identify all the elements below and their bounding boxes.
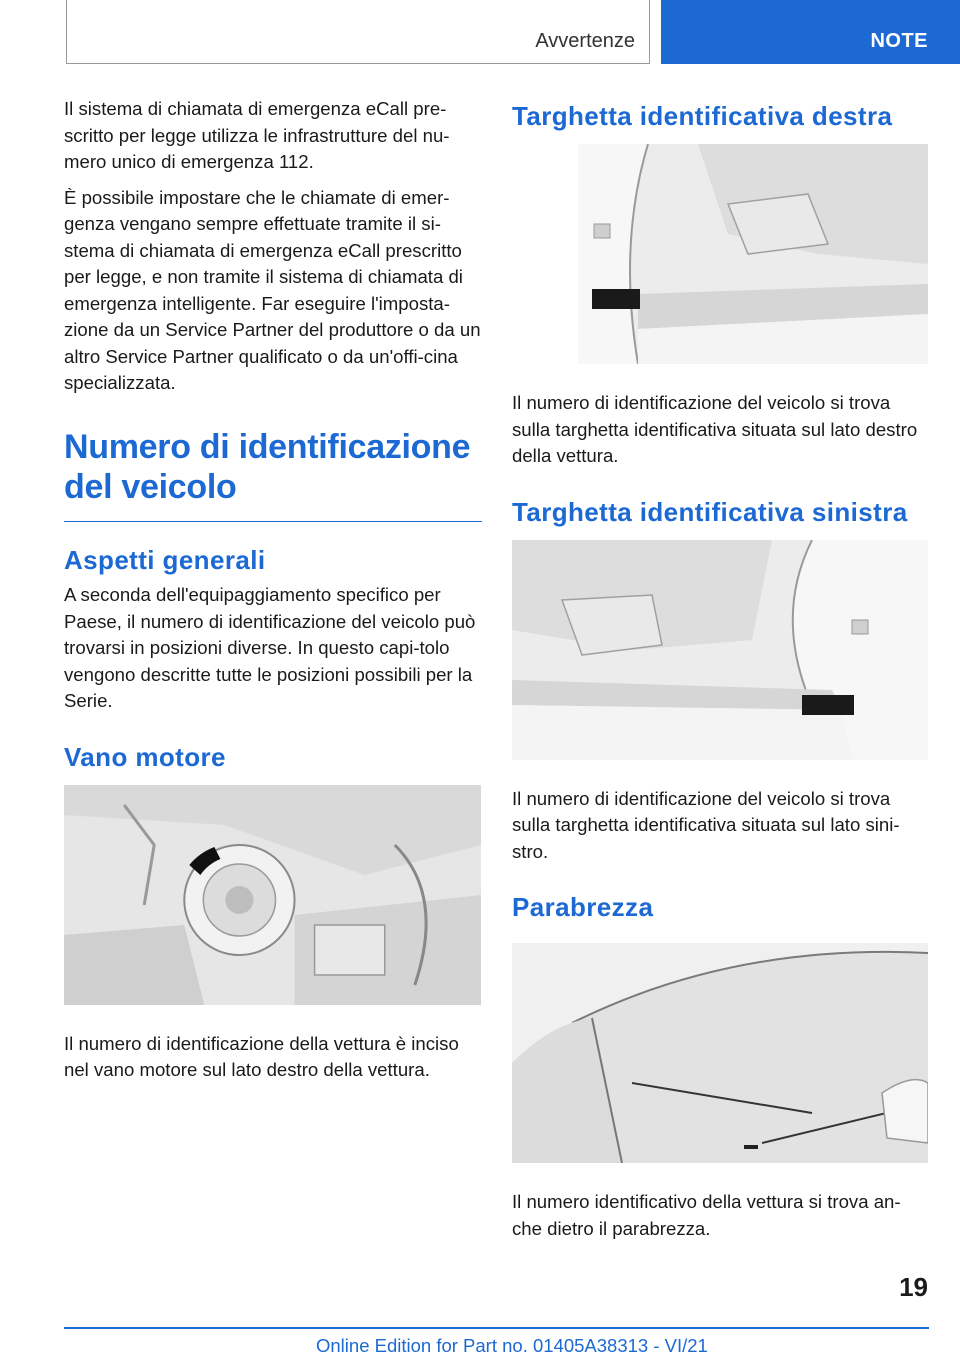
header-section-label: Avvertenze bbox=[535, 30, 635, 52]
left-column bbox=[64, 96, 481, 1093]
intro-paragraph-1: Il sistema di chiamata di emergenza eCall pre-scritto per legge utilizza le infrastrutture del nu-mero unico di emergenza 112. bbox=[64, 98, 450, 172]
plate-right-title: Targhetta identificativa destra bbox=[512, 101, 893, 131]
right-column bbox=[512, 100, 928, 1251]
page-number: 19 bbox=[899, 1272, 928, 1302]
plate-left-title: Targhetta identificativa sinistra bbox=[512, 496, 908, 527]
header-tab[interactable] bbox=[661, 0, 960, 64]
general-text: A seconda dell'equipaggiamento specifico per Paese, il numero di identificazione del veicolo può trovarsi in posizioni diverse. In questo capi-tolo vengono descritte tutte le posizioni possibili per la Serie. bbox=[64, 584, 476, 711]
windscreen-title: Parabrezza bbox=[512, 892, 654, 922]
plate-left-caption: Il numero di identificazione del veicolo si trova sulla targhetta identificativa situata sul lato sini-stro. bbox=[512, 787, 900, 862]
intro-paragraph-2: È possibile impostare che le chiamate di emer-genza vengano sempre effettuate tramite il si-stema di chiamata di emergenza eCall prescritto per legge, e non tramite il sistema di chiamata di emergenza intelligente. Far eseguire l'imposta-zione da un Service Partner del produttore o da un altro Service Partner qualificato o da un'offi-cina specializzata. bbox=[64, 186, 481, 393]
windscreen-image bbox=[512, 943, 928, 1163]
engine-bay-image bbox=[64, 785, 481, 1005]
plate-right-caption: Il numero di identificazione del veicolo si trova sulla targhetta identificativa situata sul lato destro della vettura. bbox=[512, 392, 918, 466]
engine-title: Vano motore bbox=[64, 741, 226, 772]
footer-edition: Online Edition for Part no. 01405A38313 - VI/21 bbox=[316, 1335, 708, 1356]
section-title-rule bbox=[64, 521, 482, 523]
section-title: Numero di identificazione del veicolo bbox=[64, 427, 471, 506]
footer-rule bbox=[64, 1327, 929, 1329]
header-tab-label: NOTE bbox=[870, 30, 928, 52]
engine-caption: Il numero di identificazione della vettura è inciso nel vano motore sul lato destro della vettura. bbox=[64, 1032, 459, 1080]
plate-right-image bbox=[578, 144, 928, 364]
general-title: Aspetti generali bbox=[64, 545, 266, 575]
header-section-box bbox=[66, 0, 650, 64]
windscreen-caption: Il numero identificativo della vettura si trova an-che dietro il parabrezza. bbox=[512, 1191, 901, 1239]
plate-left-image bbox=[512, 540, 928, 760]
